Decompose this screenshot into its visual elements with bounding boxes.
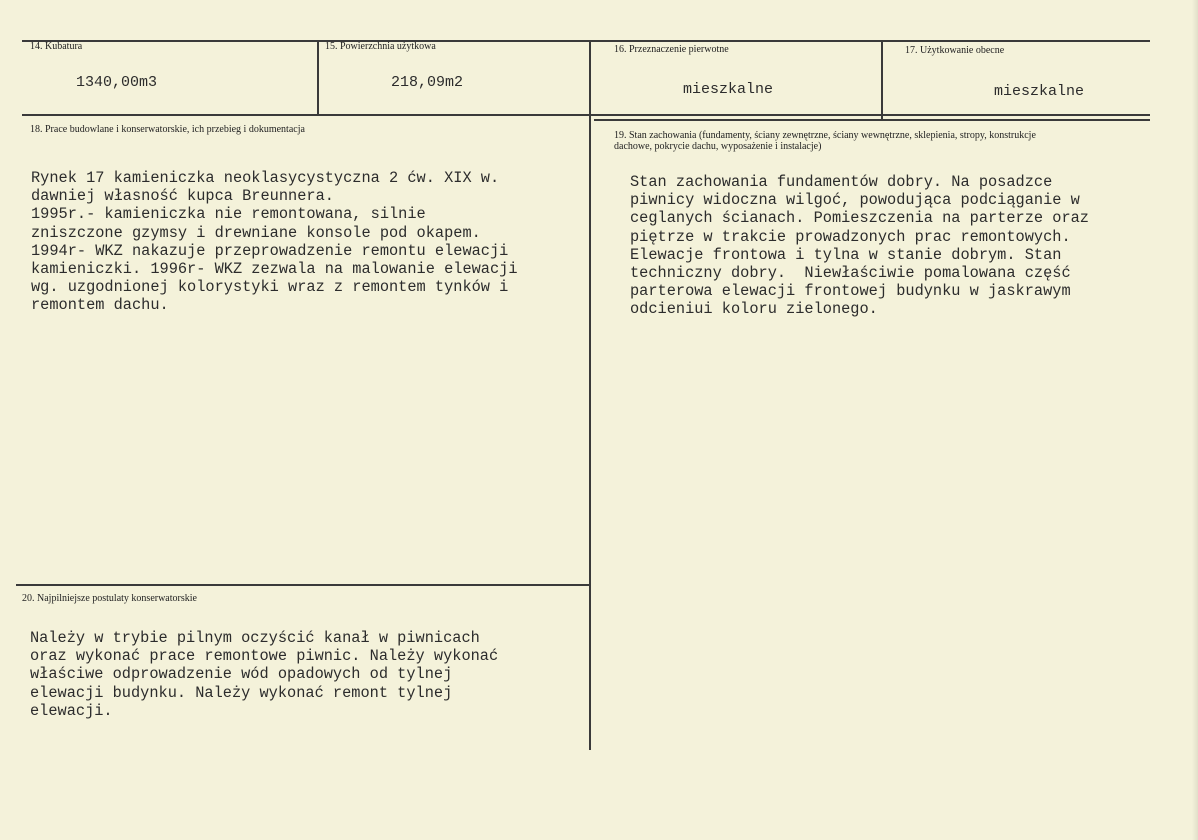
powierzchnia-value: 218,09m2 — [391, 74, 464, 91]
przeznaczenie-label: 16. Przeznaczenie pierwotne — [614, 44, 729, 55]
top-rule — [22, 40, 1150, 42]
paper-edge-shadow — [1192, 0, 1198, 840]
center-divider — [589, 40, 591, 750]
stan-zachowania-label-line1: 19. Stan zachowania (fundamenty, ściany zewnętrzne, ściany wewnętrzne, sklepienia, stropy, konstrukcje — [614, 130, 1036, 141]
prace-budowlane-text: Rynek 17 kamieniczka neoklasycystyczna 2 ćw. XIX w. dawniej własność kupca Breunnera. 1995r.- kamieniczka nie remontowana, silnie zniszczone gzymsy i drewniane konsole pod okapem. 1994r- WKZ nakazuje przeprowadzenie remontu elewacji kamieniczki. 1996r- WKZ zezwala na malowanie elewacji wg. uzgodnionej kolorystyki wraz z remontem tynków i remontem dachu. — [31, 169, 518, 315]
divider-14-15 — [317, 40, 319, 116]
kubatura-label: 14. Kubatura — [30, 41, 83, 52]
right-row1-bottom-rule — [594, 119, 1150, 121]
postulaty-text: Należy w trybie pilnym oczyścić kanał w piwnicach oraz wykonać prace remontowe piwnic. Należy wykonać właściwe odprowadzenie wód opadowych od tylnej elewacji budynku. Należy wykonać remont tylnej elewacji. — [30, 629, 499, 720]
divider-16-17 — [881, 40, 883, 120]
stan-zachowania-label-line2: dachowe, pokrycie dachu, wyposażenie i instalacje) — [614, 141, 822, 152]
row1-bottom-rule — [22, 114, 1150, 116]
prace-budowlane-label: 18. Prace budowlane i konserwatorskie, ich przebieg i dokumentacja — [30, 124, 305, 135]
uzytkowanie-label: 17. Użytkowanie obecne — [905, 45, 1005, 56]
uzytkowanie-value: mieszkalne — [994, 83, 1085, 100]
section20-top-rule — [16, 584, 590, 586]
powierzchnia-label: 15. Powierzchnia użytkowa — [325, 41, 436, 52]
przeznaczenie-value: mieszkalne — [683, 81, 774, 98]
stan-zachowania-text: Stan zachowania fundamentów dobry. Na posadzce piwnicy widoczna wilgoć, powodująca podciąganie w ceglanych ścianach. Pomieszczenia na parterze oraz piętrze w trakcie prowadzonych prac remontowych. Elewacje frontowa i tylna w stanie dobrym. Stan techniczny dobry. Niewłaściwie pomalowana część parterowa elewacji frontowej budynku w jaskrawym odcieniui koloru zielonego. — [630, 173, 1089, 319]
postulaty-label: 20. Najpilniejsze postulaty konserwatorskie — [22, 593, 197, 604]
kubatura-value: 1340,00m3 — [76, 74, 158, 91]
